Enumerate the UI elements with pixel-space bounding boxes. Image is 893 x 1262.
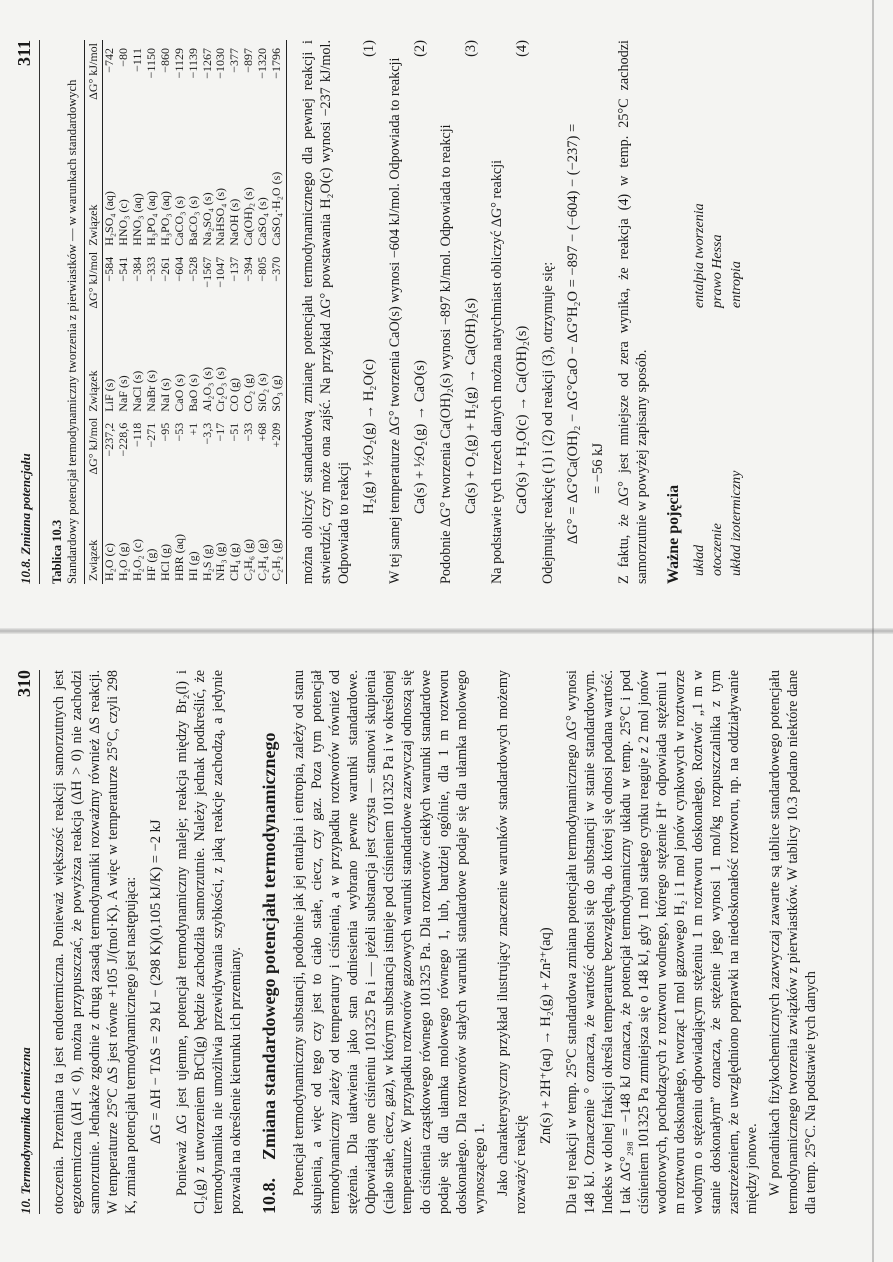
equation-text: Ca(s) + ½O₂(g) → CaO(s) bbox=[412, 360, 429, 514]
table-value-cell: −137 bbox=[227, 256, 242, 282]
table-compound-cell: HF (g) bbox=[143, 548, 158, 581]
equation-number: (1) bbox=[361, 40, 378, 57]
equation-2 bbox=[412, 40, 429, 514]
table-value-cell: −1129 bbox=[171, 48, 186, 79]
table-value-cell: −1150 bbox=[143, 48, 158, 79]
table-row bbox=[173, 40, 187, 584]
table-caption bbox=[50, 40, 80, 584]
table-value-cell: −742 bbox=[102, 48, 117, 73]
table-row bbox=[228, 40, 242, 584]
table-value-cell: −118 bbox=[130, 422, 144, 448]
table-compound-cell: C₂H₆ (g) bbox=[241, 538, 256, 581]
table-row bbox=[242, 40, 256, 584]
section-title: Zmiana standardowego potencjału termodynamicznego bbox=[259, 732, 280, 1160]
key-terms-list bbox=[691, 40, 746, 576]
table-value-cell: −53 bbox=[171, 422, 186, 442]
table-value-cell: −261 bbox=[157, 256, 172, 282]
table-value-cell: −604 bbox=[171, 256, 186, 282]
table-header-cell: ΔG° kJ/mol bbox=[85, 249, 103, 341]
paragraph: Jako charakterystyczny przykład ilustrujący znaczenie warunków standardowych możemy rozważyć reakcję bbox=[494, 670, 529, 1214]
table-header-cell: Związek bbox=[85, 132, 103, 249]
table-compound-cell: C₂H₂ (g) bbox=[270, 507, 286, 584]
table-compound-cell: HCl (g) bbox=[157, 544, 172, 581]
table-compound-cell: SiO₂ (s) bbox=[255, 373, 270, 412]
table-compound-cell: BaO (s) bbox=[185, 374, 200, 412]
key-term: prawo Hessa bbox=[710, 234, 726, 308]
table-value-cell: −51 bbox=[227, 422, 242, 442]
table-value-cell: −237,2 bbox=[102, 422, 117, 457]
table-compound-cell: H₂O (g) bbox=[116, 542, 131, 581]
table-header-cell: ΔG° kJ/mol bbox=[85, 40, 103, 132]
table-compound-cell: H₂O (c) bbox=[102, 543, 117, 581]
equation-number: (4) bbox=[514, 40, 531, 57]
table-compound-cell: NaF (s) bbox=[116, 375, 131, 412]
equation-6: = −56 kJ bbox=[590, 443, 607, 494]
paragraph: Ponieważ ΔG jest ujemne, potencjał termodynamiczny maleje; reakcja między Br₂(l) i Cl₂(g) z utworzeniem BrCl(g) będzie zachodziła samorzutnie. Należy jednak podkreślić, że termodynamika nie umożliwia przewidywania szybkości, z jaką reakcje zachodzą, a jedynie pozwala na określenie kierunku ich przemiany. bbox=[174, 670, 245, 1214]
table-value-cell: −1030 bbox=[213, 48, 228, 79]
equation-1 bbox=[361, 40, 378, 514]
table-header-row bbox=[85, 40, 103, 584]
table-compound-cell: NaOH (s) bbox=[227, 198, 242, 246]
paragraph: W tej samej temperaturze ΔG° tworzenia CaO(s) wynosi −604 kJ/mol. Odpowiada to reakcji bbox=[387, 57, 404, 584]
table-row bbox=[214, 40, 228, 584]
table-compound-cell: CO₂ (g) bbox=[241, 373, 256, 412]
key-term: entropia bbox=[728, 261, 744, 308]
table-compound-cell: HNO₃ (c) bbox=[116, 199, 131, 246]
equation-text: CaO(s) + H₂O(c) → Ca(OH)₂(s) bbox=[514, 325, 531, 514]
table-compound-cell: NaI (s) bbox=[157, 378, 172, 412]
table-value-cell: −1320 bbox=[255, 48, 270, 79]
table-value-cell: −377 bbox=[227, 48, 242, 73]
paragraph: Podobnie ΔG° tworzenia Ca(OH)₂(s) wynosi −897 kJ/mol. Odpowiada to reakcji bbox=[438, 124, 455, 584]
page-310 bbox=[0, 644, 893, 1244]
equation-number: (2) bbox=[412, 40, 429, 57]
table-value-cell: −1796 bbox=[270, 40, 286, 132]
table-compound-cell: H₂O₂ (c) bbox=[130, 538, 144, 581]
table-header-cell: Związek bbox=[85, 341, 103, 415]
paragraph: W poradnikach fizykochemicznych zazwyczaj zawarte są tablice standardowego potencjału termodynamicznego tworzenia związków z pierwiastków. W tablicy 10.3 podano niektóre dane dla temp. 25°C. Na podstawie tych danych bbox=[767, 670, 820, 1214]
equation-text: Ca(s) + O₂(g) + H₂(g) → Ca(OH)₂(s) bbox=[463, 298, 480, 514]
table-compound-cell: SO₃ (g) bbox=[270, 341, 286, 415]
equation: ΔG = ΔH − TΔS = 29 kJ − (298 K)(0,105 kJ/K) = −2 kJ bbox=[148, 819, 165, 1144]
table-compound-cell: H₂S (g) bbox=[199, 544, 214, 581]
table-value-cell: −805 bbox=[255, 256, 270, 282]
equation-number: (3) bbox=[463, 40, 480, 57]
table-row bbox=[270, 40, 286, 584]
gibbs-energy-table bbox=[84, 40, 287, 584]
table-body bbox=[103, 40, 287, 584]
page-number: 311 bbox=[14, 40, 34, 67]
table-value-cell: −394 bbox=[241, 256, 256, 282]
equation-text: H₂(g) + ½O₂(g) → H₂O(c) bbox=[361, 358, 378, 514]
table-value-cell: −1267 bbox=[199, 48, 214, 79]
paragraph: Potencjał termodynamiczny substancji, podobnie jak jej entalpia i entropia, zależy od stanu skupienia, a więc od tego czy jest to ciało stałe, ciecz, czy gaz. Poza tym potencjał termodynamiczny zależy od temperatury i ciśnienia, a w przypadku roztworów również od stężenia. Dla ułatwienia jako stan odniesienia wybrano pewne warunki standardowe. Odpowiadają one ciśnieniu 101325 Pa i — jeżeli substancja jest czysta — stanowi skupienia (ciało stałe, ciecz, gaz), w którym substancja istnieje pod ciśnieniem 101325 Pa i w określonej temperaturze. W przypadku roztworów gazowych warunki standardowe zazwyczaj odnoszą się do ciśnienia cząstkowego równego 101325 Pa. Dla roztworów ciekłych warunki standardowe podaje się dla ułamka molowego równego 1, lub, bardziej ogólnie, dla 1 m roztworu doskonałego. Dla roztworów stałych warunki standardowe podaje się dla ułamka molowego wynoszącego 1. bbox=[291, 670, 488, 1214]
table-value-cell: −370 bbox=[270, 249, 286, 341]
key-terms-heading: Ważne pojęcia bbox=[665, 484, 683, 584]
table-compound-cell: CO (g) bbox=[227, 378, 242, 412]
table-value-cell: −897 bbox=[241, 48, 256, 73]
section-number: 10.8. bbox=[259, 1178, 280, 1214]
table-row bbox=[117, 40, 131, 584]
table-compound-cell: Ca(OH)₂ (s) bbox=[241, 187, 256, 246]
table-row bbox=[131, 40, 145, 584]
equation-3 bbox=[463, 40, 480, 514]
table-value-cell: −1139 bbox=[185, 48, 200, 79]
page-header bbox=[14, 670, 40, 1214]
page-number: 310 bbox=[14, 670, 34, 697]
table-value-cell: −584 bbox=[102, 256, 117, 282]
equation: Zn(s) + 2H⁺(aq) → H₂(g) + Zn²⁺(aq) bbox=[537, 927, 554, 1144]
table-compound-cell: NaCl (s) bbox=[130, 370, 144, 412]
table-compound-cell: CaCO₃ (s) bbox=[171, 195, 186, 246]
table-compound-cell: HNO₃ (aq) bbox=[130, 193, 144, 246]
table-row bbox=[201, 40, 215, 584]
table-compound-cell: NaBr (s) bbox=[143, 370, 158, 412]
paragraph: Na podstawie tych trzech danych można natychmiast obliczyć ΔG° reakcji bbox=[489, 159, 506, 584]
paragraph: Z faktu, że ΔG° jest mniejsze od zera wynika, że reakcja (4) w temp. 25°C zachodzi samorzutnie w powyżej zapisany sposób. bbox=[616, 40, 651, 584]
paragraph: Odejmując reakcję (1) i (2) od reakcji (3), otrzymuje się: bbox=[540, 261, 557, 584]
key-term: otoczenie bbox=[710, 523, 726, 576]
table-compound-cell: Cr₂O₃ (s) bbox=[213, 367, 228, 412]
table-compound-cell: CH₄ (g) bbox=[227, 543, 242, 581]
table-value-cell: −228,6 bbox=[116, 422, 131, 457]
table-row bbox=[103, 40, 117, 584]
table-row bbox=[187, 40, 201, 584]
table-row bbox=[145, 40, 159, 584]
table-value-cell: −528 bbox=[185, 256, 200, 282]
table-value-cell: −541 bbox=[116, 256, 131, 282]
table-compound-cell: C₂H₄ (g) bbox=[255, 538, 270, 581]
table-value-cell: +209 bbox=[270, 415, 286, 507]
paragraph: można obliczyć standardową zmianę potencjału termodynamicznego dla pewnej reakcji i stwierdzić, czy może ona zajść. Na przykład ΔG° powstawania H₂O(c) wynosi −237 kJ/mol. Odpowiada to reakcji bbox=[299, 40, 353, 584]
book-fold bbox=[0, 628, 893, 634]
table-value-cell: −17 bbox=[213, 422, 228, 442]
table-compound-cell: BaCO₃ (s) bbox=[185, 195, 200, 246]
table-compound-cell: HI (g) bbox=[185, 551, 200, 581]
table-value-cell: −860 bbox=[157, 48, 172, 73]
table-compound-cell: H₂SO₄ (aq) bbox=[102, 191, 117, 246]
table-value-cell: −271 bbox=[143, 422, 158, 448]
table-compound-cell: HBR (aq) bbox=[171, 534, 186, 581]
table-value-cell: −333 bbox=[143, 256, 158, 282]
table-row bbox=[159, 40, 173, 584]
table-value-cell: −3,3 bbox=[199, 422, 214, 445]
table-caption-text: Standardowy potencjał termodynamiczny tworzenia z pierwiastków — w warunkach standardowych bbox=[65, 79, 79, 584]
table-value-cell: −33 bbox=[241, 422, 256, 442]
table-value-cell: −384 bbox=[130, 256, 144, 282]
table-header-cell: Związek bbox=[85, 507, 103, 584]
table-compound-cell: H₃PO₄ (aq) bbox=[143, 191, 158, 246]
table-value-cell: −1047 bbox=[213, 256, 228, 288]
section-heading bbox=[259, 670, 280, 1214]
table-compound-cell: NaHSO₄ (s) bbox=[213, 187, 228, 246]
table-value-cell: −80 bbox=[116, 48, 131, 67]
running-head: 10.8. Zmiana potencjału bbox=[18, 453, 33, 584]
table-header-cell: ΔG° kJ/mol bbox=[85, 415, 103, 507]
table-compound-cell: LiF (s) bbox=[102, 378, 117, 412]
table-value-cell: −95 bbox=[157, 422, 172, 442]
paragraph: Dla tej reakcji w temp. 25°C standardowa zmiana potencjału termodynamicznego ΔG° wynosi 148 kJ. Oznaczenie ° oznacza, że wartość odnosi się do substancji w stanie standardowym. Indeks w dolnej frakcji określa temperaturę bezwzględną, do której się odnosi podana wartość. I tak ΔG°₂₉₈ = −148 kJ oznacza, że potencjał termodynamiczny układu w temp. 25°C i pod ciśnieniem 101325 Pa zmniejsza się o 148 kJ, gdy 1 mol stałego cynku reaguje z 2 mol jonów wodorowych, pochodzących z roztworu wodnego, którego stężenie H⁺ odpowiada stężeniu 1 m roztworu doskonałego, tworząc 1 mol gazowego H₂ i 1 mol jonów cynkowych w roztworze wodnym o stężeniu odpowiadającym stężeniu 1 m roztworu doskonałego. Roztwór „1 m w stanie doskonałym” oznacza, że stężenie jego wynosi 1 mol/kg rozpuszczalnika z tym zastrzeżeniem, że uwzględniono poprawki na niedoskonałość roztworu, np. na oddziaływanie między jonowe. bbox=[563, 670, 760, 1214]
table-compound-cell: NH₃ (g) bbox=[213, 542, 228, 581]
table-compound-cell: CaSO₄ (s) bbox=[255, 197, 270, 246]
table-compound-cell: CaSO₄·H₂O (s) bbox=[270, 132, 286, 249]
table-value-cell: +1 bbox=[185, 422, 200, 436]
table-label: Tablica 10.3 bbox=[50, 519, 64, 584]
equation-4 bbox=[514, 40, 531, 514]
table-value-cell: +68 bbox=[255, 422, 270, 442]
table-row bbox=[256, 40, 270, 584]
equation-5: ΔG° = ΔG°Ca(OH)₂ − ΔG°CaO − ΔG°H₂O = −897 − (−604) − (−237) = bbox=[565, 123, 582, 544]
page-311 bbox=[0, 14, 893, 614]
key-term: układ izotermiczny bbox=[728, 470, 744, 576]
page-header bbox=[14, 40, 40, 584]
table-value-cell: −1567 bbox=[199, 256, 214, 288]
key-term: entalpia tworzenia bbox=[692, 203, 708, 308]
key-term: układ bbox=[692, 544, 708, 576]
paragraph: otoczenia. Przemiana ta jest endotermiczna. Ponieważ większość reakcji samorzutnych jest egzotermiczna (ΔH < 0), można przypuszczać, że powyższa reakcja (ΔH > 0) nie zachodzi samorzutnie. Jednakże zgodnie z drugą zasadą termodynamiki rozważmy również ΔS reakcji. W temperaturze 25°C ΔS jest równe +105 J/(mol·K). A więc w temperaturze 25°C, czyli 298 K, zmiana potencjału termodynamicznego jest następująca: bbox=[51, 670, 140, 1214]
table-compound-cell: CaO (s) bbox=[171, 374, 186, 412]
table-value-cell: −111 bbox=[130, 48, 144, 72]
running-head: 10. Termodynamika chemiczna bbox=[18, 1047, 33, 1214]
table-compound-cell: Al₂O₃ (s) bbox=[199, 367, 214, 412]
table-compound-cell: H₃PO₃ (aq) bbox=[157, 191, 172, 246]
table-compound-cell: Na₂SO₄ (s) bbox=[199, 192, 214, 246]
